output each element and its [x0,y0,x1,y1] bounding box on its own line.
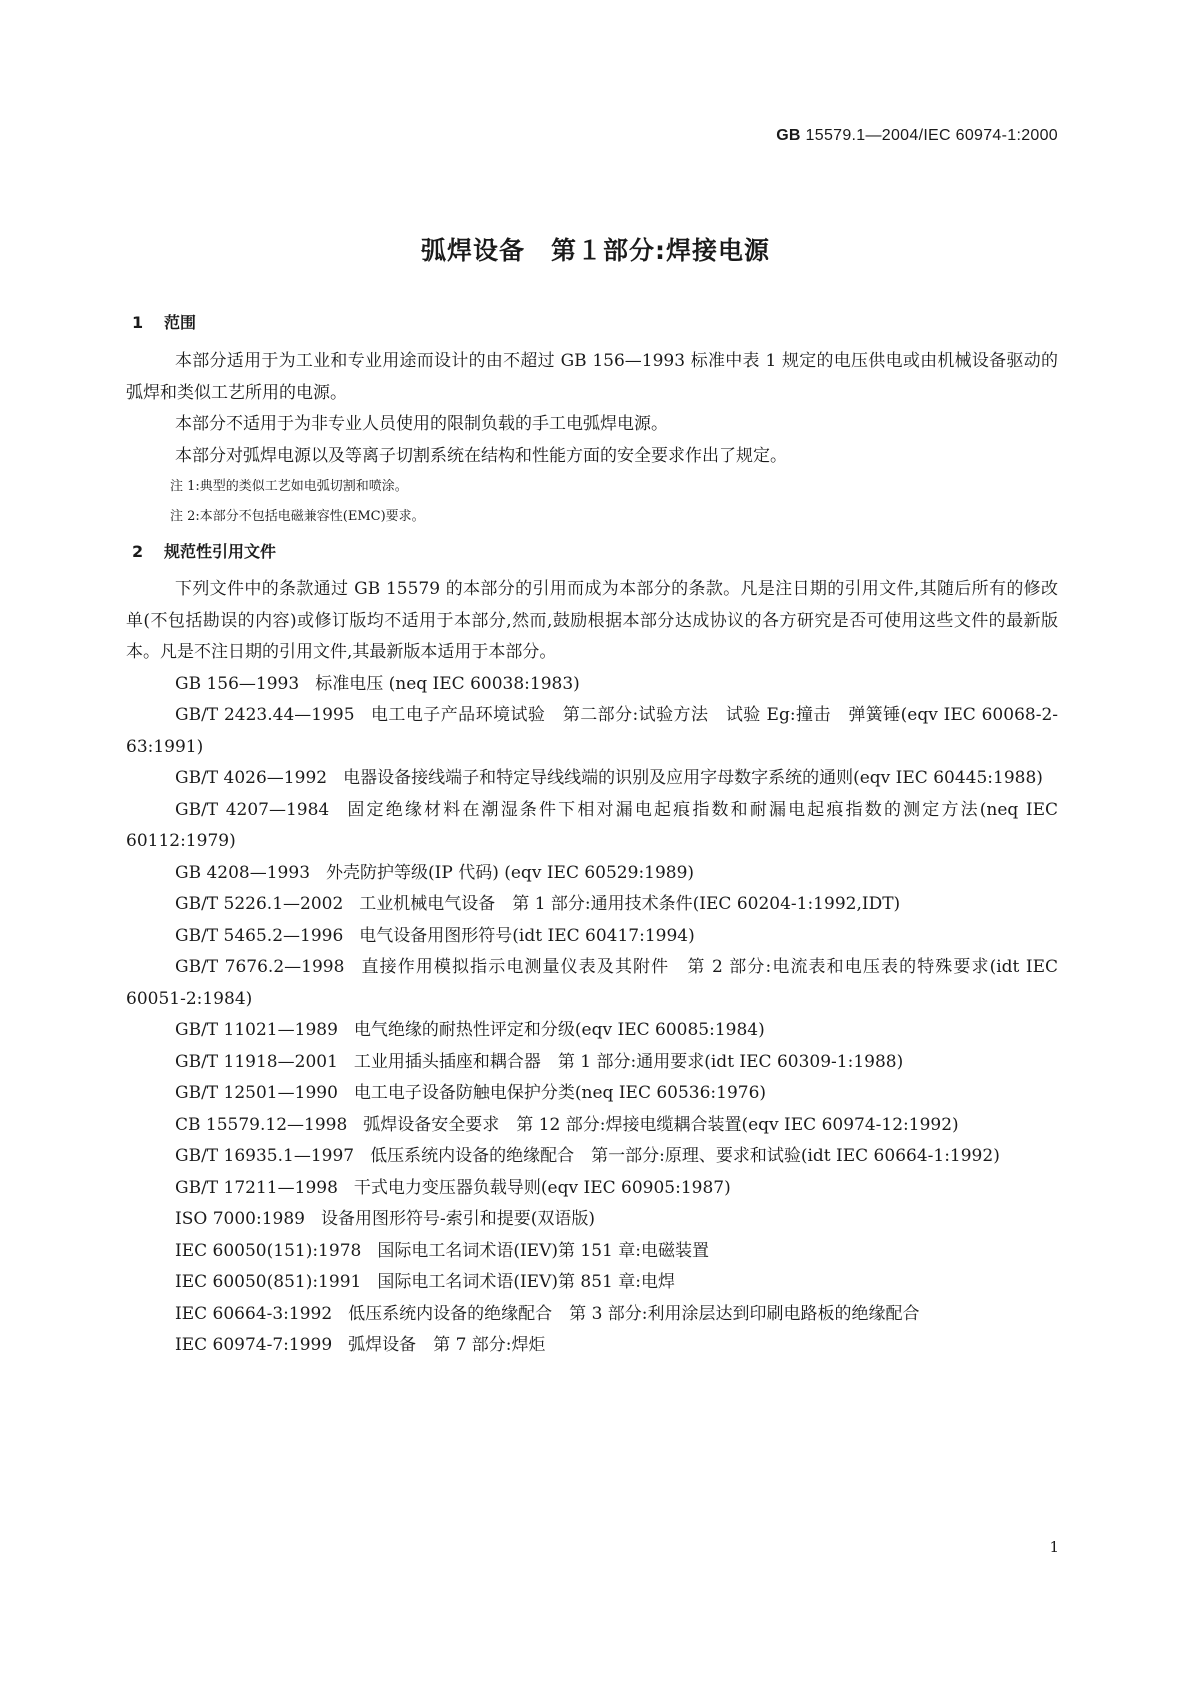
reference-title: 电器设备接线端子和特定导线线端的识别及应用字母数字系统的通则(eqv IEC 60445:1988) [343,768,1043,788]
reference-code: GB/T 7676.2—1998 [175,957,345,977]
reference-code: GB/T 17211—1998 [175,1177,338,1198]
reference-code: GB/T 11918—2001 [175,1051,338,1072]
reference-item [126,763,1058,795]
reference-item [126,1110,1058,1142]
reference-code: IEC 60050(151):1978 [175,1240,362,1261]
reference-item [126,1204,1058,1236]
paragraph: 本部分适用于为工业和专业用途而设计的由不超过 GB 156—1993 标准中表 1 规定的电压供电或由机械设备驱动的弧焊和类似工艺所用的电源。 [126,351,1058,403]
reference-code: GB/T 4207—1984 [175,799,330,820]
section-1-body [126,346,1058,532]
reference-title: 工业用插头插座和耦合器 第 1 部分:通用要求(idt IEC 60309-1:1988) [353,1051,904,1072]
reference-item [126,795,1058,858]
section-number: 1 [132,313,144,332]
reference-title: 设备用图形符号-索引和提要(双语版) [320,1209,595,1229]
reference-item [126,1141,1058,1173]
reference-title: 固定绝缘材料在潮湿条件下相对漏电起痕指数和耐漏电起痕指数的测定方法(neq IEC 60112:1979) [126,799,1058,851]
paragraph: 本部分对弧焊电源以及等离子切割系统在结构和性能方面的安全要求作出了规定。 [175,445,787,466]
reference-code: IEC 60664-3:1992 [175,1303,333,1324]
reference-item [126,1015,1058,1047]
reference-code: ISO 7000:1989 [175,1209,305,1229]
reference-item [126,1173,1058,1205]
reference-code: GB/T 5226.1—2002 [175,894,344,914]
section-2-body [126,574,1058,1362]
reference-code: GB/T 2423.44—1995 [175,705,355,725]
reference-code: IEC 60974-7:1999 [175,1335,333,1355]
reference-code: IEC 60050(851):1991 [175,1272,362,1292]
section-title: 规范性引用文件 [164,542,277,561]
reference-item [126,1236,1058,1268]
note: 注 1:典型的类似工艺如电弧切割和喷涂。 [170,479,408,494]
reference-title: 电工电子设备防触电保护分类(neq IEC 60536:1976) [353,1083,767,1103]
reference-item [126,1267,1058,1299]
reference-code: GB/T 5465.2—1996 [175,925,344,946]
standard-code [776,127,1058,145]
reference-item [126,1047,1058,1079]
reference-code: GB 4208—1993 [175,862,311,883]
reference-title: 标准电压 (neq IEC 60038:1983) [315,673,580,694]
paragraph: 下列文件中的条款通过 GB 15579 的本部分的引用而成为本部分的条款。凡是注日期的引用文件,其随后所有的修改单(不包括勘误的内容)或修订版均不适用于本部分,然而,鼓励根据本部分达成协议的各方研究是否可使用这些文件的最新版本。凡是不注日期的引用文件,其最新版本适用于本部分。 [126,579,1058,662]
reference-title: 低压系统内设备的绝缘配合 第一部分:原理、要求和试验(idt IEC 60664-1:1992) [370,1146,1000,1166]
reference-title: 工业机械电气设备 第 1 部分:通用技术条件(IEC 60204-1:1992,IDT) [359,894,901,914]
reference-title: 弧焊设备 第 7 部分:焊炬 [348,1335,546,1355]
reference-item [126,700,1058,763]
reference-code: GB/T 4026—1992 [175,768,328,788]
reference-code: GB 156—1993 [175,673,300,694]
reference-item [126,1330,1058,1362]
reference-title: 电气设备用图形符号(idt IEC 60417:1994) [359,925,695,946]
section-number: 2 [132,542,144,561]
reference-item [126,669,1058,701]
reference-title: 外壳防护等级(IP 代码) (eqv IEC 60529:1989) [326,862,695,883]
section-2-heading [132,539,276,562]
reference-code: GB/T 12501—1990 [175,1083,338,1103]
document-title: 弧焊设备 第１部分:焊接电源 [421,236,770,265]
reference-item [126,1078,1058,1110]
reference-item [126,858,1058,890]
paragraph: 本部分不适用于为非专业人员使用的限制负载的手工电弧焊电源。 [175,414,668,434]
reference-code: GB/T 11021—1989 [175,1020,338,1040]
reference-title: 直接作用模拟指示电测量仪表及其附件 第 2 部分:电流表和电压表的特殊要求(idt IEC 60051-2:1984) [126,957,1059,1009]
reference-title: 国际电工名词术语(IEV)第 851 章:电焊 [377,1272,675,1292]
section-title: 范围 [164,313,197,332]
reference-item [126,889,1058,921]
reference-item [126,921,1058,953]
reference-title: 弧焊设备安全要求 第 12 部分:焊接电缆耦合装置(eqv IEC 60974-12:1992) [363,1114,959,1135]
standard-code-number: 15579.1—2004/IEC 60974-1:2000 [800,127,1058,144]
standard-code-prefix: GB [776,127,801,144]
reference-code: GB/T 16935.1—1997 [175,1146,355,1166]
reference-title: 干式电力变压器负载导则(eqv IEC 60905:1987) [353,1177,731,1198]
reference-code: CB 15579.12—1998 [175,1114,348,1135]
note: 注 2:本部分不包括电磁兼容性(EMC)要求。 [170,509,425,524]
reference-title: 低压系统内设备的绝缘配合 第 3 部分:利用涂层达到印刷电路板的绝缘配合 [348,1303,920,1324]
reference-item [126,952,1058,1015]
reference-title: 电工电子产品环境试验 第二部分:试验方法 试验 Eg:撞击 弹簧锤(eqv IEC 60068-2-63:1991) [126,705,1058,757]
reference-item [126,1299,1058,1331]
page-number: 1 [1049,1538,1059,1556]
reference-title: 国际电工名词术语(IEV)第 151 章:电磁装置 [377,1240,709,1261]
reference-title: 电气绝缘的耐热性评定和分级(eqv IEC 60085:1984) [353,1020,765,1040]
section-1-heading [132,310,196,333]
